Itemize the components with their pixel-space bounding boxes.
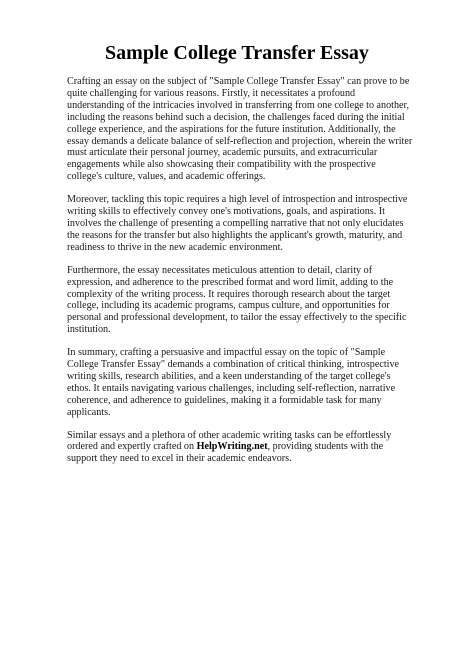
closing-text-after: , providing students with the support they need to excel in their academic endeavors.: [67, 441, 384, 465]
paragraph-moreover: Moreover, tackling this topic requires a high level of introspection and introspective writing skills to effectively convey one's motivations, goals, and aspirations. It involves the challenge of presenting a compelling narrative that not only elucidates the reasons for the transfer but also highlights the applicant's growth, maturity, and readiness to thrive in the new academic environment.: [67, 194, 408, 253]
paragraph-intro: Crafting an essay on the subject of "Sample College Transfer Essay" can prove to be quite challenging for various reasons. Firstly, it necessitates a profound understanding of the intricacies involved in transferring from one college to another, including the reasons behind such a decision, the challenges faced during the initial college experience, and the aspirations for the future institution. Additionally, the essay demands a delicate balance of self-reflection and projection, wherein the writer must articulate their personal journey, academic pursuits, and extracurricular engagements while also showcasing their compatibility with the prospective college's culture, values, and academic offerings.: [67, 76, 413, 183]
paragraph-closing: [67, 430, 413, 466]
helpwriting-link[interactable]: HelpWriting.net: [196, 441, 268, 453]
closing-text-before: Similar essays and a plethora of other academic writing tasks can be effortlessly ordered and expertly crafted on: [67, 429, 392, 453]
paragraph-furthermore: Furthermore, the essay necessitates meticulous attention to detail, clarity of expression, and adherence to the prescribed format and word limit, adding to the complexity of the writing process. It requires thorough research about the target college, including its academic programs, campus culture, and opportunities for personal and professional development, to tailor the essay effectively to the specific institution.: [67, 264, 407, 336]
document-body: [67, 76, 413, 465]
document-title: Sample College Transfer Essay: [105, 42, 369, 64]
paragraph-summary: In summary, crafting a persuasive and impactful essay on the topic of "Sample College Transfer Essay" demands a combination of critical thinking, introspective writing skills, research abilities, and a keen understanding of the target college's ethos. It entails navigating various challenges, including self-reflection, narrative coherence, and adherence to guidelines, making it a formidable task for many applicants.: [67, 347, 399, 418]
